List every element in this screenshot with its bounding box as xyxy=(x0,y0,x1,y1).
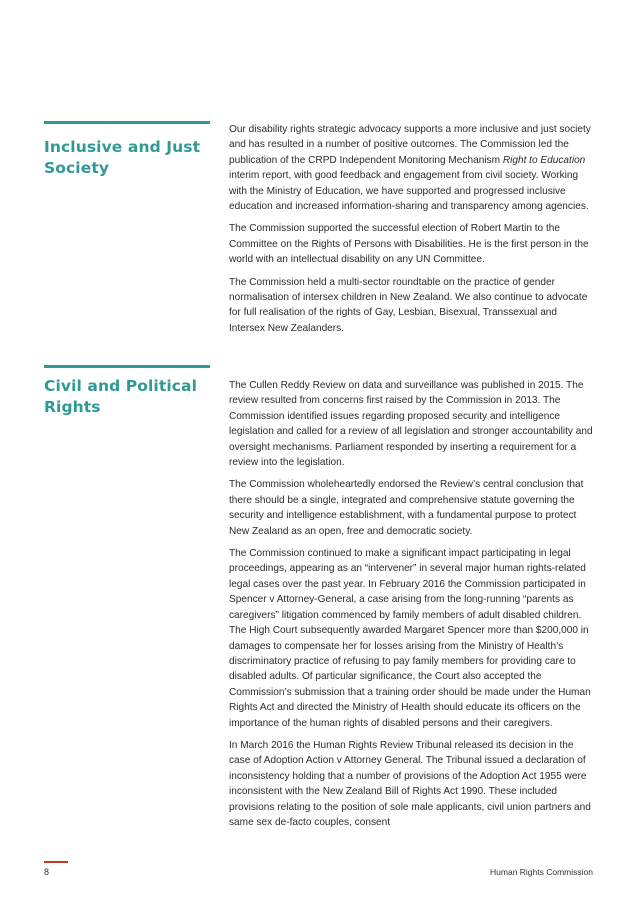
footer-rule xyxy=(44,861,68,863)
footer-organization: Human Rights Commission xyxy=(490,867,593,877)
section-rule xyxy=(44,365,210,368)
paragraph: In March 2016 the Human Rights Review Tribunal released its decision in the case of Adoption Action v Attorney General. The Tribunal issued a declaration of inconsistency holding that a number of provisions of the Adoption Act 1955 were inconsistent with the New Zealand Bill of Rights Act 1990. These included provisions relating to the position of sole male applicants, civil union partners and same sex de-facto couples, consent xyxy=(229,739,591,828)
section-heading: Civil and Political Rights xyxy=(44,377,198,416)
paragraph: The Commission supported the successful election of Robert Martin to the Committee on the Rights of Persons with Disabilities. He is the first person in the world with an intellectual disability on any UN Committee. xyxy=(229,223,589,266)
section-heading: Inclusive and Just Society xyxy=(44,138,201,177)
section-rule xyxy=(44,121,210,124)
section-body xyxy=(229,378,593,837)
page-number: 8 xyxy=(44,867,50,877)
paragraph: The Commission wholeheartedly endorsed the Review’s central conclusion that there should be a single, integrated and comprehensive statute governing the security and intelligence establishment, with a fundamental purpose to protect New Zealand as an open, free and democratic society. xyxy=(229,479,584,537)
paragraph: The Cullen Reddy Review on data and surveillance was published in 2015. The review resulted from concerns first raised by the Commission in 2013. The Commission identified issues regarding proposed security and intelligence legislation and called for a review of all legislation and stronger accountability and oversight mechanisms. Parliament responded by inserting a requirement for a review into the legislation. xyxy=(229,380,593,469)
paragraph: The Commission continued to make a significant impact participating in legal proceedings, appearing as an “intervener” in several major human rights-related legal cases over the past year. In February 2016 the Commission participated in Spencer v Attorney-General, a case arising from the long-running “parents as caregivers” litigation commenced by family members of adult disabled children. The High Court subsequently awarded Margaret Spencer more than $200,000 in damages to compensate her for losses arising from the Ministry of Health’s discriminatory practice of refusing to pay family members for providing care to disabled adults. Of particular significance, the Court also accepted the Commission’s submission that a training order should be made under the Human Rights Act and directed the Ministry of Health should educate its officers on the importance of the human rights of disabled persons and their caregivers. xyxy=(229,548,591,729)
report-title: Right to Education xyxy=(502,154,586,166)
section-body xyxy=(229,122,593,343)
paragraph: Our disability rights strategic advocacy supports a more inclusive and just society and has resulted in a number of positive outcomes. The Commission led the publication of the CRPD Independent Monitoring Mechanism Right to Education interim report, with good feedback and engagement from civil society. Working with the Ministry of Education, we have supported and progressed inclusive education and increased information-sharing and transparency among agencies. xyxy=(229,124,591,213)
paragraph: The Commission held a multi-sector roundtable on the practice of gender normalisation of intersex children in New Zealand. We also continue to advocate for full realisation of the rights of Gay, Lesbian, Bisexual, Transsexual and Intersex New Zealanders. xyxy=(229,276,588,334)
